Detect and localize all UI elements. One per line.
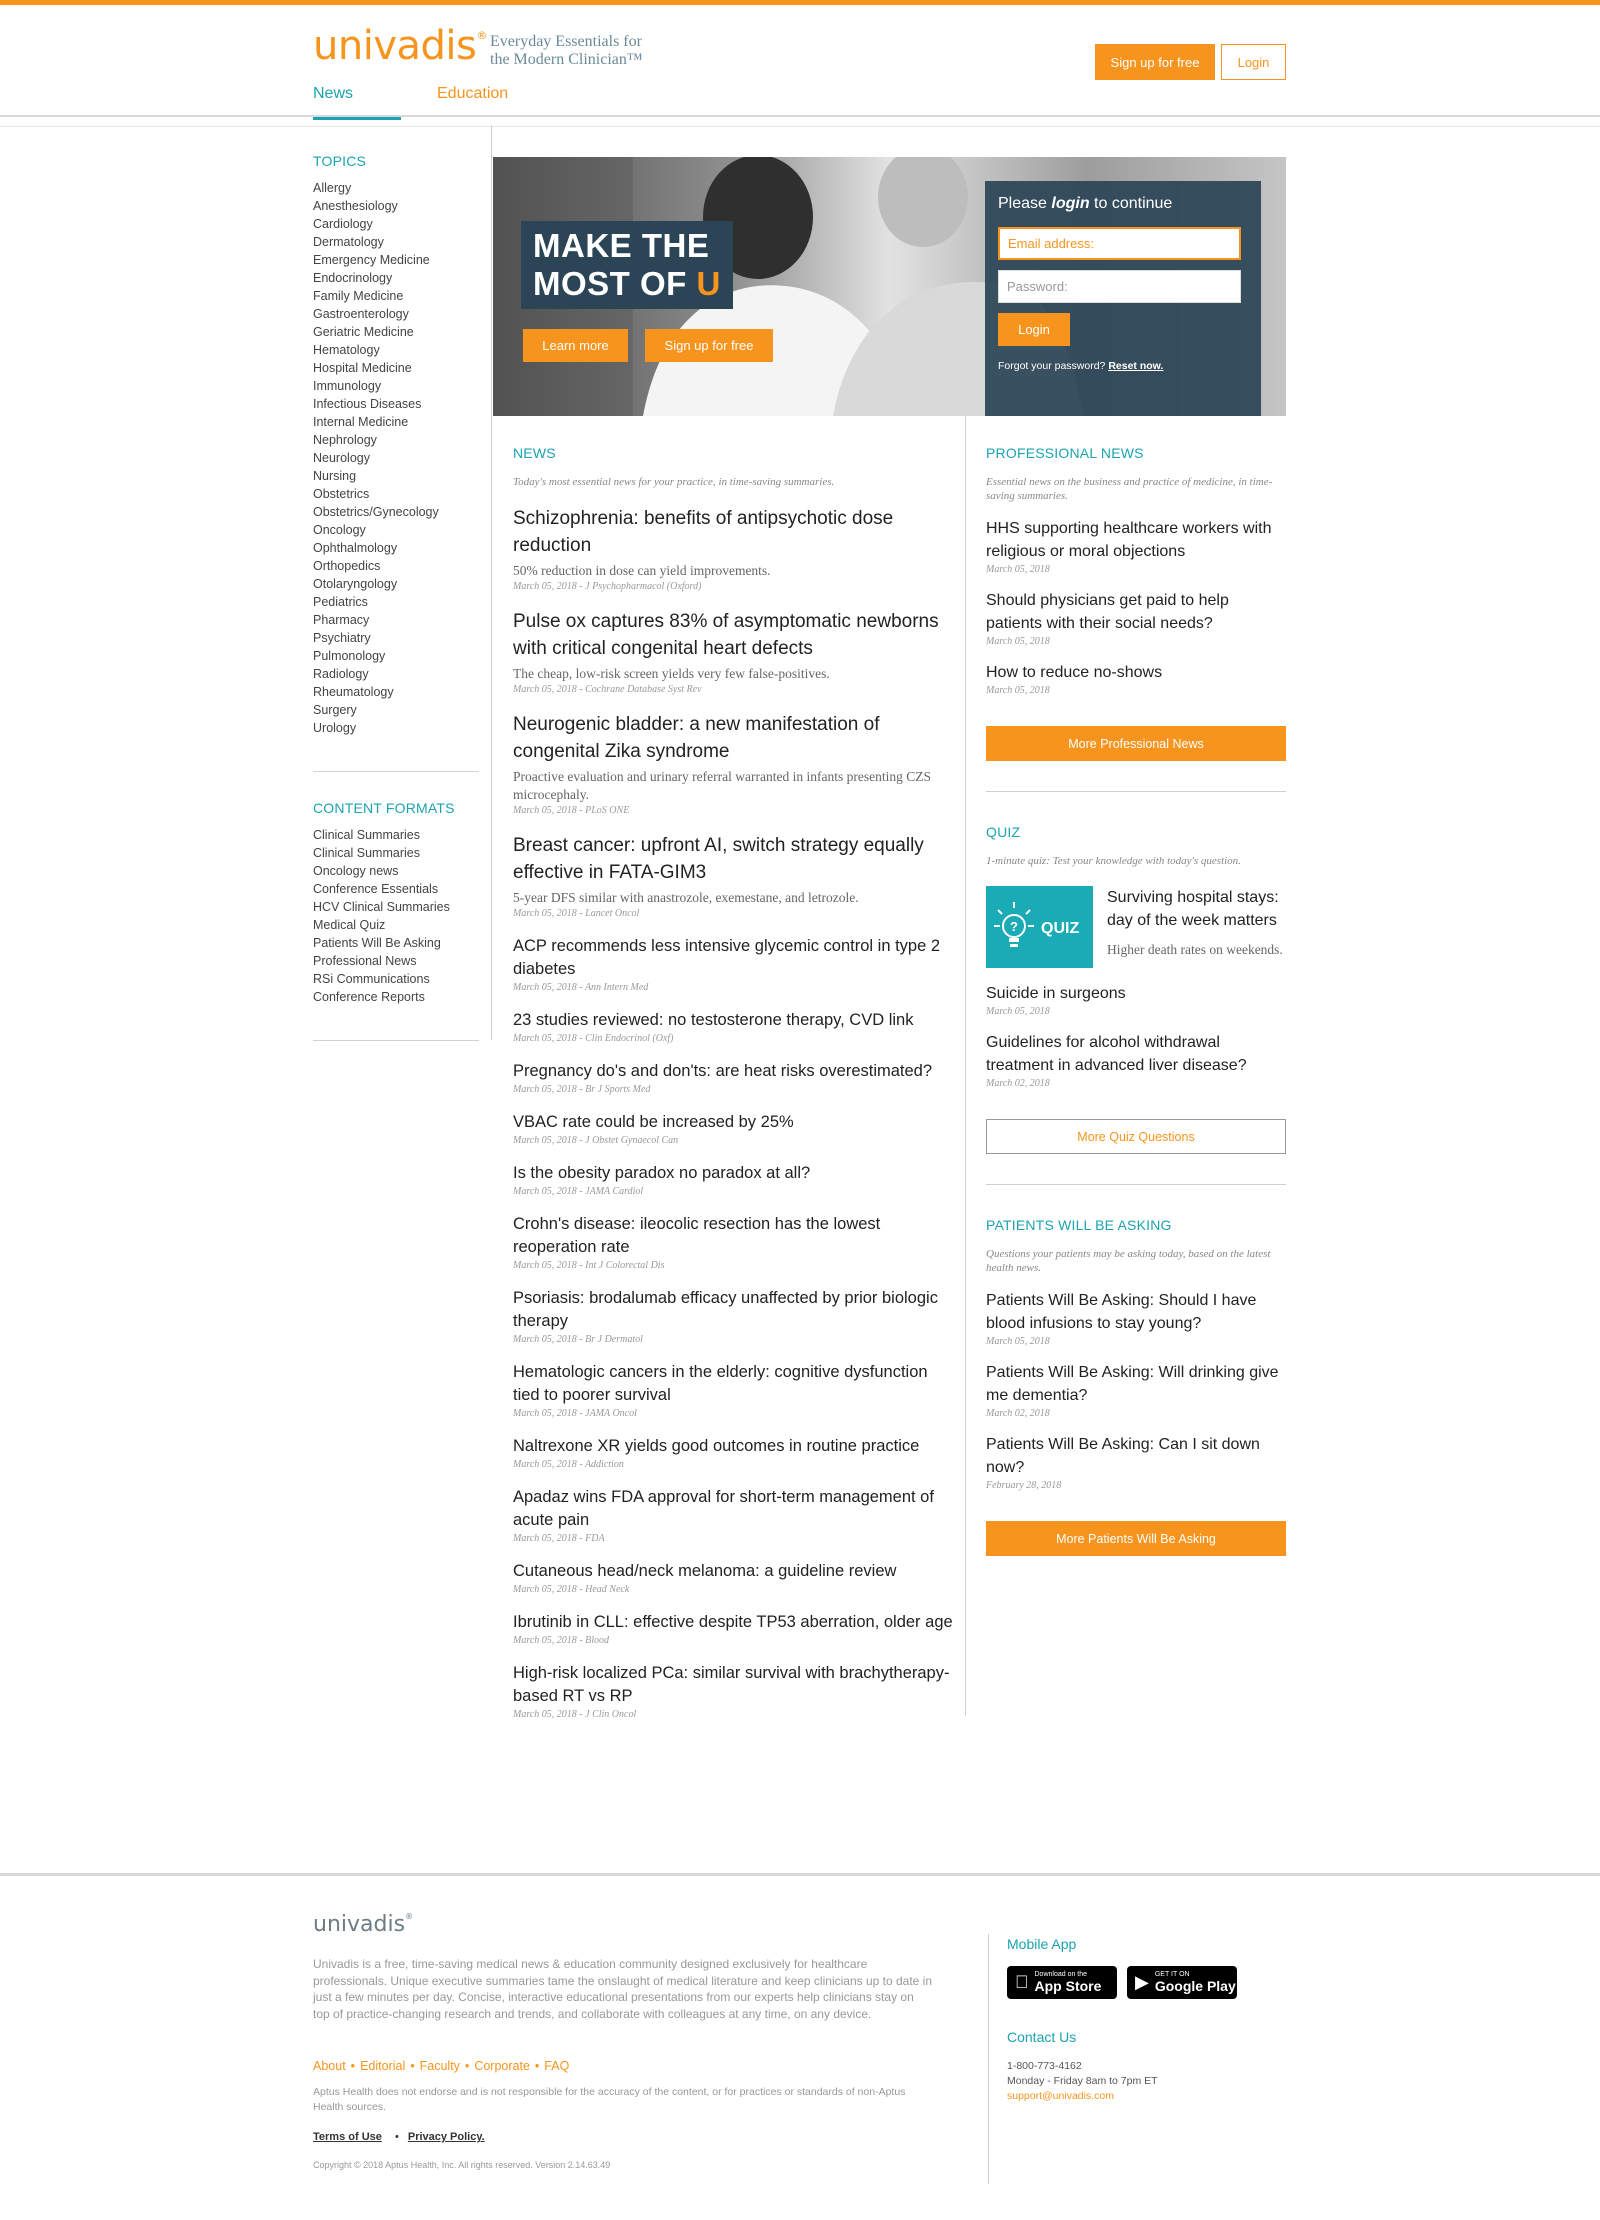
quiz-featured-summary: Higher death rates on weekends.: [1107, 942, 1283, 957]
news-article: [513, 1611, 953, 1646]
meta-separator: -: [576, 805, 586, 816]
more-quiz-questions-button[interactable]: More Quiz Questions: [986, 1119, 1286, 1154]
meta-separator: -: [576, 982, 585, 993]
news-article: [513, 1213, 953, 1271]
news-heading: NEWS: [513, 445, 556, 461]
contact-heading: Contact Us: [1007, 2029, 1077, 2045]
article-title-link[interactable]: VBAC rate could be increased by 25%: [513, 1113, 794, 1131]
news-list: [513, 935, 953, 1720]
meta-separator: -: [576, 908, 586, 919]
footer-disclaimer: Aptus Health does not endorse and is not responsible for the accuracy of the content, or for practices or standards of non-Aptus Health sources.: [313, 2086, 906, 2113]
formats-list: [313, 826, 479, 1006]
tagline: Everyday Essentials for the Modern Clinician™: [490, 33, 643, 68]
section-divider: [986, 791, 1286, 792]
sidebar-divider: [313, 1040, 479, 1041]
article-meta: [513, 684, 953, 695]
article-date: March 02, 2018: [986, 1408, 1050, 1419]
article-date: March 02, 2018: [986, 1078, 1050, 1089]
article-date: March 05, 2018: [513, 581, 577, 592]
article-title-link[interactable]: Guidelines for alcohol withdrawal treatment in advanced liver disease?: [986, 1034, 1247, 1074]
sidebar-topic-item[interactable]: Gastroenterology: [313, 307, 409, 321]
article-date: March 05, 2018: [513, 1408, 577, 1419]
section-divider: [986, 1184, 1286, 1185]
sidebar-topic-item[interactable]: Nursing: [313, 469, 357, 483]
forgot-password: Forgot your password? Reset now.: [998, 360, 1164, 372]
quiz-list: [986, 982, 1286, 1089]
featured-article: [513, 505, 953, 592]
sidebar-topic-item[interactable]: Endocrinology: [313, 271, 393, 285]
sidebar-topic-item[interactable]: Family Medicine: [313, 289, 404, 303]
meta-separator: -: [576, 1635, 586, 1646]
article-meta: [986, 1078, 1286, 1089]
article-summary: 5-year DFS similar with anastrozole, exemestane, and letrozole.: [513, 890, 859, 905]
patients-article: [986, 1433, 1286, 1491]
footer-links: [313, 2059, 569, 2073]
sidebar-topic-item[interactable]: Allergy: [313, 181, 352, 195]
sidebar-format-item[interactable]: Conference Reports: [313, 990, 425, 1004]
article-date: March 05, 2018: [513, 982, 577, 993]
tab-news[interactable]: News: [313, 83, 401, 117]
meta-separator: -: [576, 1186, 586, 1197]
article-source: JAMA Cardiol: [585, 1186, 644, 1197]
article-title-link[interactable]: Pulse ox captures 83% of asymptomatic newborns with critical congenital heart defects: [513, 611, 939, 659]
news-article: [513, 1435, 953, 1470]
sidebar-topic-item[interactable]: Immunology: [313, 379, 382, 393]
more-patients-button[interactable]: More Patients Will Be Asking: [986, 1521, 1286, 1556]
article-source: J Psychopharmacol (Oxford): [585, 581, 702, 592]
article-meta: [513, 581, 953, 592]
article-date: March 05, 2018: [986, 1336, 1050, 1347]
sidebar-topic-item[interactable]: Anesthesiology: [313, 199, 398, 213]
article-meta: [513, 982, 953, 993]
lightbulb-icon: [994, 900, 1034, 954]
sidebar-topic-item[interactable]: Obstetrics: [313, 487, 370, 501]
article-title-link[interactable]: Should physicians get paid to help patients with their social needs?: [986, 592, 1229, 632]
news-description: Today's most essential news for your practice, in time-saving summaries.: [513, 476, 835, 488]
article-title-link[interactable]: Patients Will Be Asking: Will drinking give me dementia?: [986, 1364, 1279, 1404]
news-article: [513, 1486, 953, 1544]
article-title-link[interactable]: Suicide in surgeons: [986, 985, 1126, 1002]
app-store-badge[interactable]: Download on the App Store: [1007, 1966, 1117, 1999]
meta-separator: -: [576, 1334, 586, 1345]
article-summary: The cheap, low-risk screen yields very few false-positives.: [513, 666, 830, 681]
article-title-link[interactable]: Schizophrenia: benefits of antipsychotic dose reduction: [513, 508, 894, 556]
article-source: JAMA Oncol: [585, 1408, 637, 1419]
article-title-link[interactable]: HHS supporting healthcare workers with religious or moral objections: [986, 520, 1272, 560]
sidebar-topic-item[interactable]: Psychiatry: [313, 631, 371, 645]
header-divider: [0, 117, 1600, 127]
article-title-link[interactable]: Patients Will Be Asking: Can I sit down now?: [986, 1436, 1260, 1476]
sidebar-topic-item[interactable]: Hospital Medicine: [313, 361, 412, 375]
article-meta: [513, 1186, 953, 1197]
more-professional-news-button[interactable]: More Professional News: [986, 726, 1286, 761]
sidebar-format-item[interactable]: Professional News: [313, 954, 417, 968]
header-login-button[interactable]: Login: [1221, 44, 1286, 80]
article-source: Head Neck: [585, 1584, 630, 1595]
article-title-link[interactable]: How to reduce no-shows: [986, 664, 1163, 681]
footer-link[interactable]: Corporate: [474, 2059, 530, 2073]
article-meta: [513, 1260, 953, 1271]
footer-link[interactable]: About: [313, 2059, 346, 2073]
patients-article: [986, 1289, 1286, 1347]
sidebar-topic-item[interactable]: Pulmonology: [313, 649, 386, 663]
article-date: February 28, 2018: [986, 1480, 1062, 1491]
meta-separator: -: [576, 1135, 586, 1146]
quiz-featured-title[interactable]: Surviving hospital stays: day of the week matters: [1107, 889, 1279, 929]
sidebar-topic-item[interactable]: Oncology: [313, 523, 366, 537]
link-separator: •: [534, 2059, 540, 2073]
news-article: [513, 1111, 953, 1146]
article-source: J Clin Oncol: [585, 1709, 637, 1720]
professional-article: [986, 517, 1286, 575]
meta-separator: -: [576, 1533, 586, 1544]
article-date: March 05, 2018: [513, 1334, 577, 1345]
apple-icon: [1015, 1972, 1029, 1993]
sidebar-topic-item[interactable]: Obstetrics/Gynecology: [313, 505, 439, 519]
hero-banner: [493, 157, 1286, 416]
article-source: Lancet Oncol: [585, 908, 640, 919]
article-title-link[interactable]: Ibrutinib in CLL: effective despite TP53 aberration, older age: [513, 1613, 953, 1631]
footer-right: [1007, 1936, 1237, 2104]
professional-article: [986, 589, 1286, 647]
footer-link[interactable]: Faculty: [419, 2059, 460, 2073]
footer-logo[interactable]: univadis®: [313, 1912, 414, 1937]
article-title-link[interactable]: Neurogenic bladder: a new manifestation of congenital Zika syndrome: [513, 714, 880, 762]
meta-separator: -: [576, 581, 586, 592]
learn-more-button[interactable]: Learn more: [523, 329, 628, 362]
sidebar-topic-item[interactable]: Dermatology: [313, 235, 384, 249]
svg-text:?: ?: [1010, 919, 1018, 934]
sidebar-topic-item[interactable]: Infectious Diseases: [313, 397, 422, 411]
article-title-link[interactable]: Crohn's disease: ileocolic resection has the lowest reoperation rate: [513, 1215, 881, 1256]
sidebar-topic-item[interactable]: Internal Medicine: [313, 415, 409, 429]
formats-heading: CONTENT FORMATS: [313, 800, 455, 816]
quiz-description: 1-minute quiz: Test your knowledge with today's question.: [986, 855, 1241, 867]
article-date: March 05, 2018: [513, 1533, 577, 1544]
link-separator: •: [464, 2059, 470, 2073]
article-title-link[interactable]: Apadaz wins FDA approval for short-term management of acute pain: [513, 1488, 934, 1529]
article-title-link[interactable]: Hematologic cancers in the elderly: cognitive dysfunction tied to poorer survival: [513, 1363, 928, 1404]
meta-separator: -: [576, 1084, 586, 1095]
topics-list: [313, 179, 479, 737]
sidebar-topic-item[interactable]: Urology: [313, 721, 357, 735]
footer-divider: [988, 1934, 989, 2184]
sidebar-topic-item[interactable]: Cardiology: [313, 217, 373, 231]
news-article: [513, 1162, 953, 1197]
sidebar-topic-item[interactable]: Otolaryngology: [313, 577, 398, 591]
article-title-link[interactable]: ACP recommends less intensive glycemic control in type 2 diabetes: [513, 937, 941, 978]
sidebar-topic-item[interactable]: Radiology: [313, 667, 369, 681]
article-meta: [986, 636, 1286, 647]
sidebar-format-item[interactable]: RSi Communications: [313, 972, 430, 986]
quiz-article: [986, 1031, 1286, 1089]
article-meta: [986, 1336, 1286, 1347]
article-title-link[interactable]: Psoriasis: brodalumab efficacy unaffected by prior biologic therapy: [513, 1289, 938, 1330]
article-date: March 05, 2018: [513, 908, 577, 919]
contact-details: [1007, 2059, 1237, 2104]
news-article: [513, 1361, 953, 1419]
site-footer: [0, 1873, 1600, 2217]
login-submit-button[interactable]: Login: [998, 313, 1070, 346]
article-title-link[interactable]: Cutaneous head/neck melanoma: a guideline review: [513, 1562, 897, 1580]
patients-list: [986, 1289, 1286, 1491]
header-signup-button[interactable]: Sign up for free: [1095, 44, 1215, 80]
sidebar-format-item[interactable]: Clinical Summaries: [313, 846, 420, 860]
quiz-featured[interactable]: [986, 886, 1286, 968]
google-play-badge[interactable]: ▶ GET IT ON Google Play: [1127, 1966, 1237, 1999]
article-date: March 05, 2018: [986, 564, 1050, 575]
article-meta: [513, 805, 953, 816]
article-meta: [986, 685, 1286, 696]
sidebar-topic-item[interactable]: Ophthalmology: [313, 541, 398, 555]
article-meta: [513, 1135, 953, 1146]
tab-education[interactable]: Education: [437, 85, 509, 102]
article-meta: [986, 1006, 1286, 1017]
sidebar-topic-item[interactable]: Pharmacy: [313, 613, 370, 627]
sidebar-format-item[interactable]: Clinical Summaries: [313, 828, 420, 842]
reset-password-link[interactable]: Reset now.: [1108, 360, 1164, 372]
article-source: Ann Intern Med: [584, 982, 649, 993]
featured-article: [513, 832, 953, 919]
article-source: FDA: [585, 1533, 605, 1544]
hero-title: MAKE THE MOST OF U: [521, 221, 733, 309]
article-source: Blood: [585, 1635, 610, 1646]
right-column: [986, 445, 1286, 1556]
article-meta: [513, 1408, 953, 1419]
meta-separator: -: [576, 1260, 586, 1271]
article-date: March 05, 2018: [513, 1186, 577, 1197]
article-date: March 05, 2018: [513, 805, 577, 816]
sidebar-topic-item[interactable]: Geriatric Medicine: [313, 325, 414, 339]
patients-description: Questions your patients may be asking today, based on the latest health news.: [986, 1248, 1271, 1274]
article-title-link[interactable]: Is the obesity paradox no paradox at all?: [513, 1164, 811, 1182]
patients-article: [986, 1361, 1286, 1419]
article-date: March 05, 2018: [513, 684, 577, 695]
article-meta: [513, 1709, 953, 1720]
footer-legal: Terms of Use • Privacy Policy.: [313, 2131, 485, 2143]
column-divider: [965, 416, 966, 1716]
professional-heading: PROFESSIONAL NEWS: [986, 445, 1144, 461]
meta-separator: -: [576, 684, 586, 695]
article-title-link[interactable]: Pregnancy do's and don'ts: are heat risks overestimated?: [513, 1062, 933, 1080]
sidebar-topic-item[interactable]: Hematology: [313, 343, 380, 357]
univadis-logo[interactable]: univadis®: [313, 23, 487, 69]
contact-phone: 1-800-773-4162: [1007, 2060, 1082, 2072]
article-meta: [986, 1480, 1286, 1491]
article-date: March 05, 2018: [513, 1584, 577, 1595]
sidebar-format-item[interactable]: HCV Clinical Summaries: [313, 900, 450, 914]
link-separator: •: [410, 2059, 415, 2073]
contact-hours: Monday - Friday 8am to 7pm ET: [1007, 2075, 1158, 2087]
sidebar-border: [491, 125, 492, 1040]
patients-heading: PATIENTS WILL BE ASKING: [986, 1217, 1172, 1233]
article-source: J Obstet Gynaecol Can: [585, 1135, 679, 1146]
sidebar-topic-item[interactable]: Surgery: [313, 703, 357, 717]
article-meta: [513, 1533, 953, 1544]
news-article: [513, 1060, 953, 1095]
article-date: March 05, 2018: [513, 1033, 577, 1044]
article-source: Int J Colorectal Dis: [585, 1260, 665, 1271]
meta-separator: -: [576, 1459, 585, 1470]
meta-separator: -: [576, 1033, 586, 1044]
article-meta: [513, 1584, 953, 1595]
article-meta: [513, 1033, 953, 1044]
sidebar-topic-item[interactable]: Nephrology: [313, 433, 377, 447]
login-title: Please login to continue: [998, 195, 1173, 212]
article-meta: [513, 1334, 953, 1345]
news-article: [513, 1560, 953, 1595]
article-source: Addiction: [584, 1459, 624, 1470]
featured-news-list: [513, 505, 953, 919]
sidebar: [313, 125, 479, 1041]
sidebar-topic-item[interactable]: Orthopedics: [313, 559, 381, 573]
app-store-badges: [1007, 1966, 1237, 1999]
article-meta: [986, 1408, 1286, 1419]
footer-link[interactable]: Editorial: [360, 2059, 406, 2073]
article-source: Br J Dermatol: [585, 1334, 643, 1345]
article-meta: [513, 1635, 953, 1646]
site-header: [0, 5, 1600, 117]
sidebar-topic-item[interactable]: Emergency Medicine: [313, 253, 430, 267]
sidebar-topic-item[interactable]: Pediatrics: [313, 595, 368, 609]
professional-list: [986, 517, 1286, 696]
featured-article: [513, 711, 953, 816]
quiz-thumbnail[interactable]: [986, 886, 1093, 968]
sidebar-format-item[interactable]: Oncology news: [313, 864, 399, 878]
article-date: March 05, 2018: [513, 1135, 577, 1146]
main-nav: [313, 83, 544, 117]
article-title-link[interactable]: High-risk localized PCa: similar survival with brachytherapy-based RT vs RP: [513, 1664, 950, 1705]
privacy-link[interactable]: Privacy Policy.: [407, 2131, 485, 2143]
article-title-link[interactable]: Patients Will Be Asking: Should I have blood infusions to stay young?: [986, 1292, 1257, 1332]
article-meta: [513, 1459, 953, 1470]
news-article: [513, 1009, 953, 1044]
sidebar-topic-item[interactable]: Rheumatology: [313, 685, 394, 699]
article-meta: [986, 564, 1286, 575]
topics-heading: TOPICS: [313, 153, 367, 169]
meta-separator: -: [576, 1408, 586, 1419]
article-summary: Proactive evaluation and urinary referral warranted in infants presenting CZS microcephaly.: [513, 769, 931, 802]
news-article: [513, 1287, 953, 1345]
copyright: Copyright © 2018 Aptus Health, Inc. All rights reserved. Version 2.14.63.49: [313, 2160, 611, 2170]
login-panel: [985, 181, 1261, 416]
news-article: [513, 935, 953, 993]
quiz-heading: QUIZ: [986, 824, 1021, 840]
article-date: March 05, 2018: [986, 1006, 1050, 1017]
sidebar-divider: [313, 771, 479, 772]
professional-article: [986, 661, 1286, 696]
article-date: March 05, 2018: [986, 685, 1050, 696]
article-summary: 50% reduction in dose can yield improvements.: [513, 563, 771, 578]
article-date: March 05, 2018: [513, 1084, 577, 1095]
article-title-link[interactable]: Breast cancer: upfront AI, switch strategy equally effective in FATA-GIM3: [513, 835, 924, 883]
mobile-app-heading: Mobile App: [1007, 1936, 1077, 1952]
email-field[interactable]: [998, 227, 1241, 260]
terms-link[interactable]: Terms of Use: [313, 2131, 382, 2143]
sidebar-format-item[interactable]: Patients Will Be Asking: [313, 936, 441, 950]
meta-separator: -: [576, 1709, 586, 1720]
footer-link[interactable]: FAQ: [544, 2059, 570, 2073]
article-date: March 05, 2018: [513, 1260, 577, 1271]
contact-email[interactable]: support@univadis.com: [1007, 2090, 1114, 2102]
featured-article: [513, 608, 953, 695]
footer-about: Univadis is a free, time-saving medical news & education community designed exclusively for healthcare professionals. Unique executive summaries tame the onslaught of medical literature and keep clinicians up to date in just a few minutes per day. Concise, interactive educational presentations from our experts help clinicians stay on top of practice-changing research and trends, and collaborate with colleagues at any time, on any device.: [313, 1957, 933, 2021]
play-icon: ▶: [1135, 1972, 1149, 1992]
quiz-image-label: QUIZ: [1041, 920, 1080, 937]
article-date: March 05, 2018: [513, 1709, 577, 1720]
article-meta: [513, 908, 953, 919]
article-title-link[interactable]: 23 studies reviewed: no testosterone therapy, CVD link: [513, 1011, 914, 1029]
article-source: Cochrane Database Syst Rev: [585, 684, 702, 695]
password-field[interactable]: [998, 270, 1241, 303]
article-date: March 05, 2018: [986, 636, 1050, 647]
professional-description: Essential news on the business and practice of medicine, in time-saving summaries.: [986, 476, 1273, 502]
sidebar-topic-item[interactable]: Neurology: [313, 451, 370, 465]
news-article: [513, 1662, 953, 1720]
article-meta: [513, 1084, 953, 1095]
article-source: Clin Endocrinol (Oxf): [585, 1033, 674, 1044]
sidebar-format-item[interactable]: Medical Quiz: [313, 918, 386, 932]
quiz-article: [986, 982, 1286, 1017]
sidebar-format-item[interactable]: Conference Essentials: [313, 882, 439, 896]
hero-signup-button[interactable]: Sign up for free: [645, 329, 773, 362]
meta-separator: -: [576, 1584, 586, 1595]
article-title-link[interactable]: Naltrexone XR yields good outcomes in routine practice: [513, 1437, 920, 1455]
news-column: [513, 445, 953, 1720]
article-date: March 05, 2018: [513, 1635, 577, 1646]
link-separator: •: [350, 2059, 356, 2073]
article-source: PLoS ONE: [585, 805, 630, 816]
article-source: Br J Sports Med: [585, 1084, 651, 1095]
article-date: March 05, 2018: [513, 1459, 577, 1470]
